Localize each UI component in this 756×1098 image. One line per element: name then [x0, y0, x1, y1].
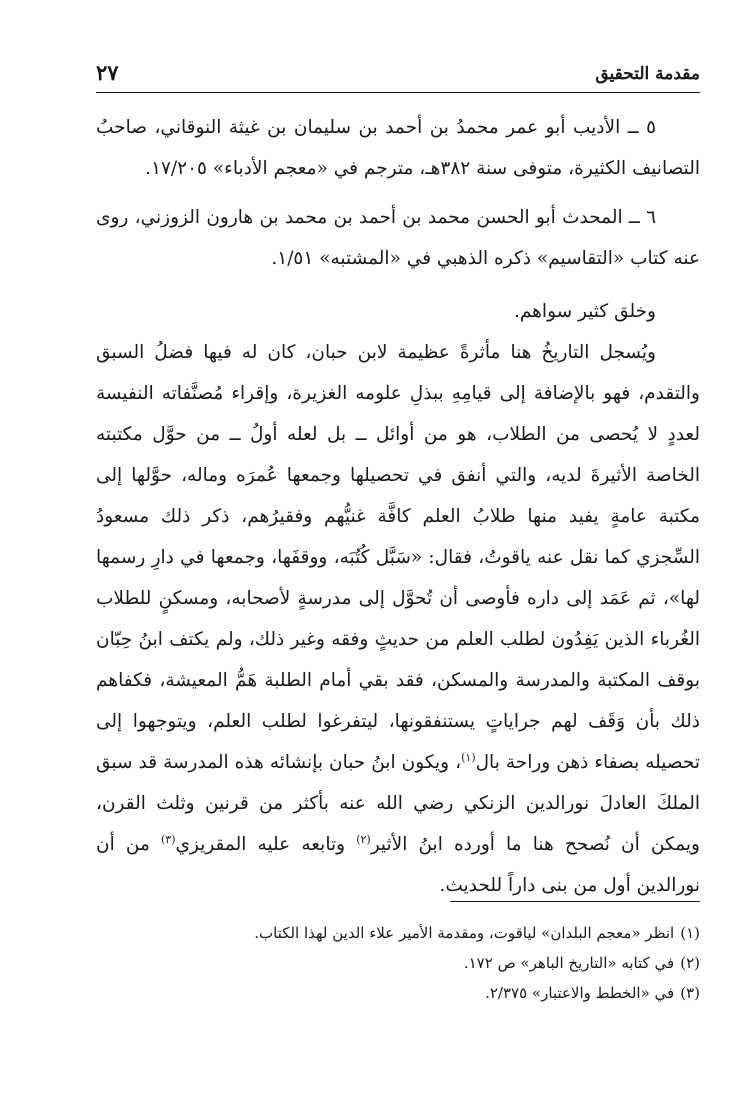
- footnote-separator: [450, 901, 700, 902]
- footnote-text: في كتابه «التاريخ الباهر» ص ١٧٢.: [463, 954, 675, 972]
- footnote-number: (١): [680, 924, 700, 942]
- footnote-ref: (٣): [161, 832, 176, 846]
- closing-line: وخلق كثير سواهم.: [513, 301, 656, 322]
- footnote-text: انظر «معجم البلدان» لياقوت، ومقدمة الأمير علاء الدين لهذا الكتاب.: [254, 924, 675, 942]
- paragraph-text: ، ويكون ابنُ حبان بإنشائه هذه المدرسة قد سبق الملكَ العادلَ نورالدين الزنكي رضي الله عنه بأكثر من قرنين وثلث القرن، ويمكن أن نُصحح هنا ما أورده ابنُ الأثير: [96, 752, 700, 855]
- running-head: [96, 56, 700, 93]
- footnote-number: (٣): [680, 984, 700, 1002]
- paragraph-text: وتابعه عليه المقريزي: [175, 834, 357, 855]
- footnote: [96, 918, 700, 948]
- footnote-text: في «الخطط والاعتبار» ٢/٣٧٥.: [485, 984, 675, 1002]
- footnote: [96, 948, 700, 978]
- book-page: [96, 56, 700, 1056]
- list-item: ٦ ــ المحدث أبو الحسن محمد بن أحمد بن محمد بن هارون الزوزني، روى عنه كتاب «التقاسيم» ذكره الذهبي في «المشتبه» ١/٥١.: [96, 207, 700, 269]
- main-text: [96, 93, 700, 906]
- footnote: [96, 978, 700, 1008]
- footnotes: [96, 918, 700, 1008]
- running-title: مقدمة التحقيق: [595, 64, 700, 84]
- body-paragraph: [96, 332, 700, 906]
- paragraph-text: من أن نورالدين أول من بنى داراً للحديث.: [96, 834, 700, 896]
- page-number: ٢٧: [96, 60, 119, 85]
- footnote-number: (٢): [680, 954, 700, 972]
- footnote-ref: (٢): [356, 832, 371, 846]
- list-item: ٥ ــ الأديب أبو عمر محمدُ بن أحمد بن سليمان بن غيثة النوقاني، صاحبُ التصانيف الكثيرة، متوفى سنة ٣٨٢هـ، مترجم في «معجم الأدباء» ١٧/٢٠٥.: [96, 117, 700, 179]
- paragraph-text: ويُسجل التاريخُ هنا مأثرةً عظيمة لابن حبان، كان له فيها فضلُ السبق والتقدم، فهو بالإضافة إلى قيامِهِ ببذلِ علومه الغزيرة، وإقراء مُصنَّفاته النفيسة لعددٍ لا يُحصى من الطلاب، هو من أوائل ــ بل لعله أولُ ــ من حوَّل مكتبته الخاصة الأثيرةَ لديه، والتي أنفق في تحصيلها وجمعها عُمرَه وماله، حوَّلها إلى مكتبة عامةٍ يفيد منها طلابُ العلم كافَّة غنيُّهم وفقيرُهم، ذكر ذلك مسعودُ السِّجزي كما نقل عنه ياقوتُ، فقال: «سَبَّل كُتُبَه، ووقفَها، وجمعها في دارِ رسمها لها»، ثم عَمَد إلى داره فأوصى أن تُحوَّل إلى مدرسةٍ لأصحابه، ومسكنٍ للطلاب الغُرباء الذين يَفِدُون لطلب العلم من حديثٍ وفقه وغير ذلك، ولم يكتف ابنُ حِبّان بوقف المكتبة والمدرسة والمسكن، فقد بقي أمام الطلبة هَمُّ المعيشة، فكفاهم ذلك بأن وَقَف لهم جراياتٍ يستنفقونها، ليتفرغوا لطلب العلم، ويتوجهوا إلى تحصيله بصفاء ذهن وراحة بال: [96, 342, 700, 773]
- footnote-ref: (١): [461, 750, 476, 764]
